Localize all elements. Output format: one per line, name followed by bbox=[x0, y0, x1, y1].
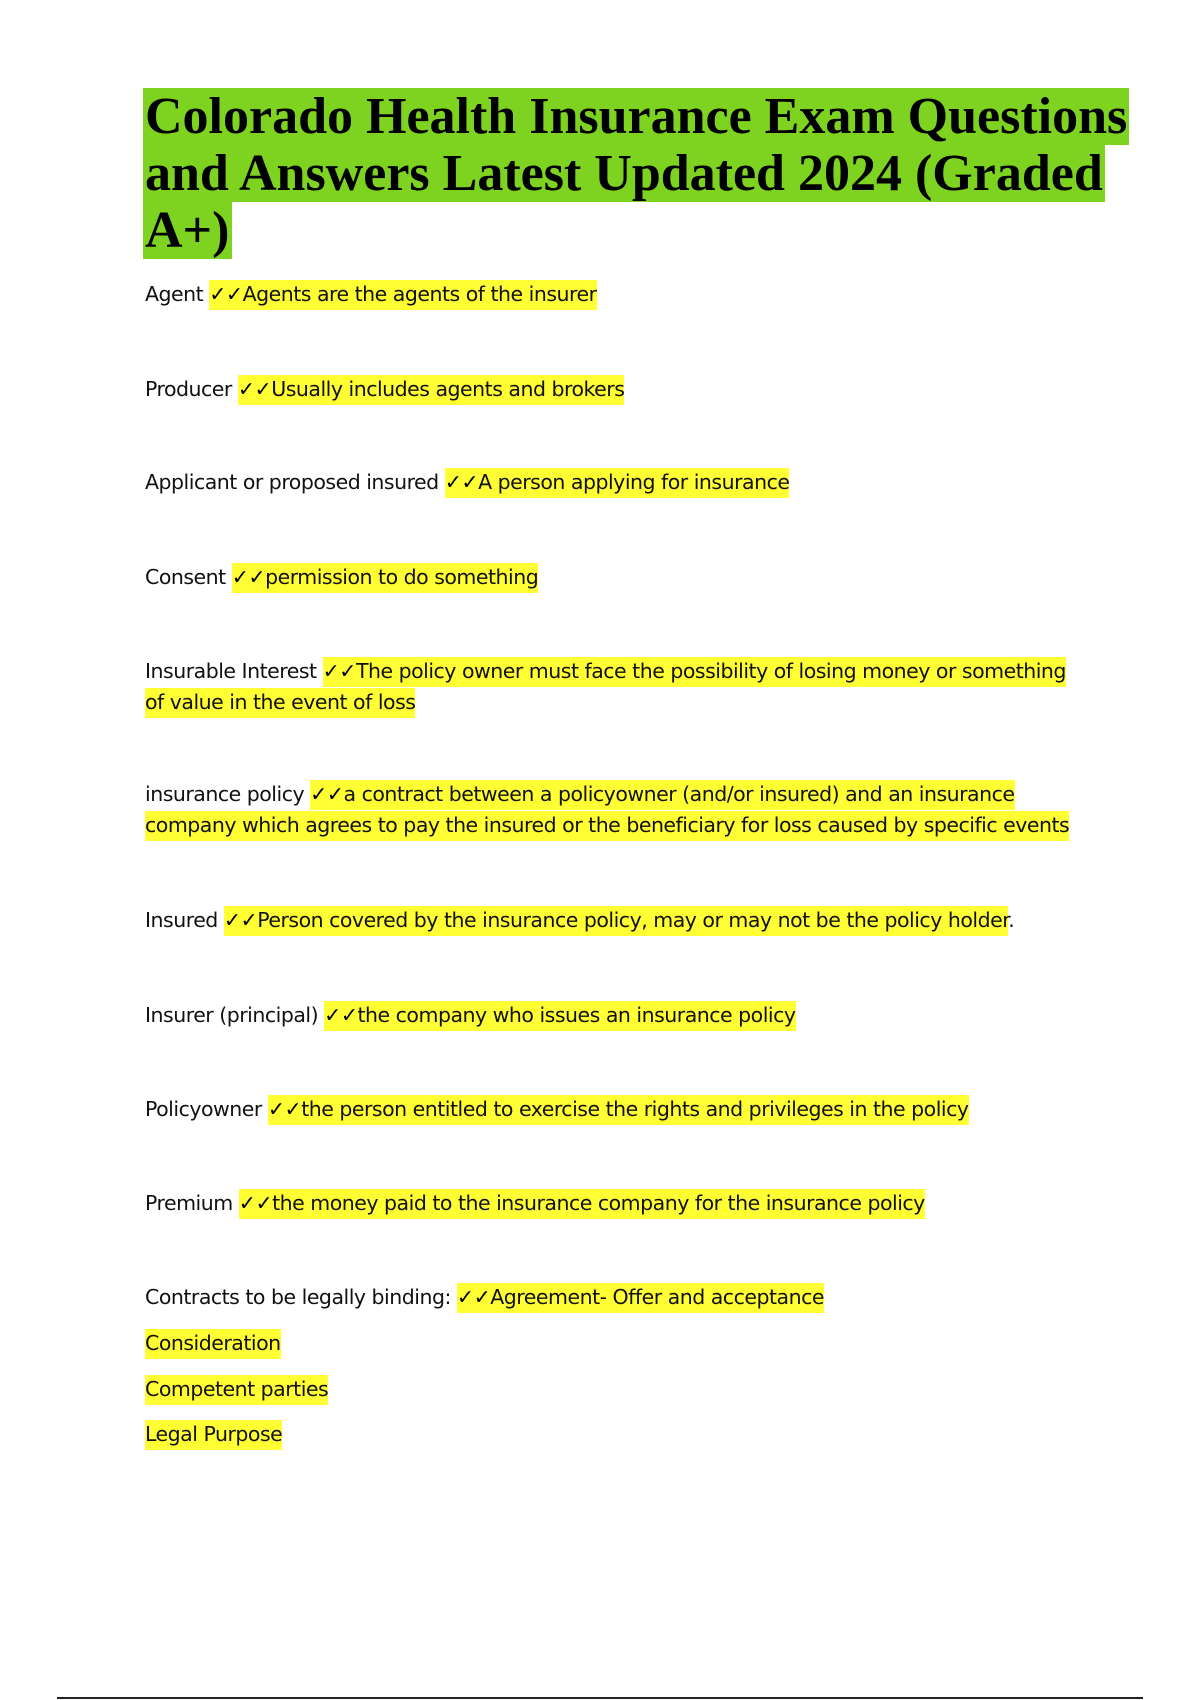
check-icon: ✓✓ bbox=[238, 1191, 273, 1215]
entry-premium bbox=[145, 1188, 1085, 1219]
entry-term: Producer bbox=[145, 377, 232, 401]
entry-definition: the company who issues an insurance policy bbox=[357, 1003, 796, 1027]
check-icon: ✓✓ bbox=[456, 1285, 491, 1309]
entry-answer bbox=[324, 1001, 795, 1031]
contract-element: Consideration bbox=[145, 1329, 281, 1359]
entry-term: Agent bbox=[145, 282, 204, 306]
entry-definition: permission to do something bbox=[265, 565, 539, 589]
check-icon: ✓✓ bbox=[310, 782, 344, 806]
contract-element: Legal Purpose bbox=[145, 1420, 282, 1450]
entry-definition: the person entitled to exercise the rights and privileges in the policy bbox=[301, 1097, 969, 1121]
entry-answer bbox=[239, 1189, 925, 1219]
contract-element-line bbox=[145, 1419, 282, 1450]
entry-insurer bbox=[145, 1000, 1085, 1031]
entry-definition: a contract between a policyowner (and/or insured) and an insurance company which agrees to pay the insured or the beneficiary for loss caused by specific events bbox=[145, 782, 1070, 837]
check-icon: ✓✓ bbox=[209, 282, 243, 306]
entry-answer bbox=[445, 468, 790, 498]
check-icon: ✓✓ bbox=[231, 565, 266, 589]
check-icon: ✓✓ bbox=[444, 470, 479, 494]
entry-term: Premium bbox=[145, 1191, 233, 1215]
entry-consent bbox=[145, 562, 1085, 593]
entry-answer bbox=[232, 563, 539, 593]
entry-answer bbox=[268, 1095, 969, 1125]
entry-agent bbox=[145, 279, 1085, 310]
entry-definition: Agreement- Offer and acceptance bbox=[490, 1285, 824, 1309]
entry-definition: the money paid to the insurance company for the insurance policy bbox=[272, 1191, 925, 1215]
contract-element: Competent parties bbox=[145, 1375, 328, 1405]
entry-term: Applicant or proposed insured bbox=[145, 470, 439, 494]
entry-contracts bbox=[145, 1282, 1085, 1313]
entry-applicant bbox=[145, 467, 1085, 498]
check-icon: ✓✓ bbox=[324, 1003, 358, 1027]
entry-term: insurance policy bbox=[145, 782, 305, 806]
entry-term: Contracts to be legally binding: bbox=[145, 1285, 451, 1309]
title-text: Colorado Health Insurance Exam Questions and Answers Latest Updated 2024 (Graded A+) bbox=[145, 88, 1128, 259]
entry-term: Consent bbox=[145, 565, 226, 589]
entry-term: Insurer (principal) bbox=[145, 1003, 319, 1027]
entry-definition: Agents are the agents of the insurer bbox=[242, 282, 597, 306]
entry-definition: Person covered by the insurance policy, may or may not be the policy holder bbox=[257, 908, 1009, 932]
entry-insurance-policy bbox=[145, 779, 1085, 841]
entry-answer bbox=[457, 1283, 824, 1313]
entry-definition: The policy owner must face the possibility of losing money or something of value in the event of loss bbox=[145, 659, 1066, 714]
entry-term: Insured bbox=[145, 908, 218, 932]
entry-answer bbox=[238, 375, 625, 405]
entry-insurable-interest bbox=[145, 656, 1085, 718]
check-icon: ✓✓ bbox=[237, 377, 272, 401]
document-title bbox=[143, 88, 1143, 259]
entry-tail: . bbox=[1008, 908, 1015, 932]
entry-policyowner bbox=[145, 1094, 1085, 1125]
contract-element-line bbox=[145, 1328, 281, 1359]
entry-definition: Usually includes agents and brokers bbox=[271, 377, 625, 401]
entry-insured bbox=[145, 905, 1085, 936]
entry-definition: A person applying for insurance bbox=[478, 470, 790, 494]
entry-answer bbox=[224, 906, 1008, 936]
entry-answer bbox=[209, 280, 596, 310]
check-icon: ✓✓ bbox=[322, 659, 356, 683]
entry-producer bbox=[145, 374, 1085, 405]
entry-term: Insurable Interest bbox=[145, 659, 317, 683]
check-icon: ✓✓ bbox=[223, 908, 258, 932]
check-icon: ✓✓ bbox=[267, 1097, 302, 1121]
contract-element-line bbox=[145, 1374, 328, 1405]
entry-term: Policyowner bbox=[145, 1097, 262, 1121]
footer-divider bbox=[57, 1697, 1143, 1699]
